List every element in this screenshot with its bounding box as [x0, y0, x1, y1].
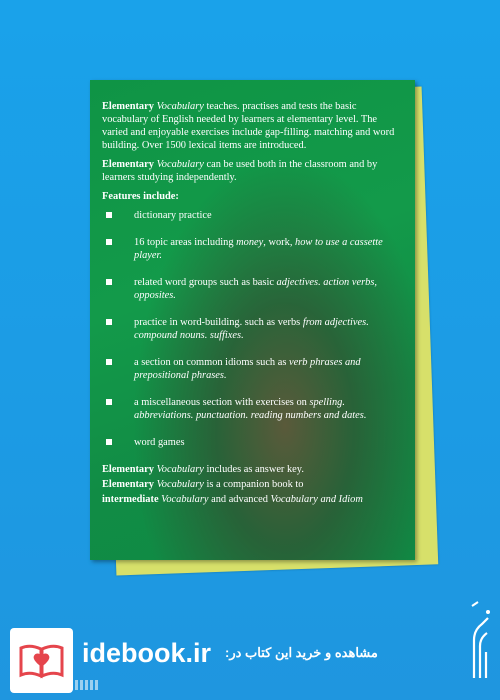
list-item	[102, 436, 401, 449]
feature-text: , work,	[263, 237, 296, 248]
feature-text: 16 topic areas including	[134, 237, 237, 248]
footer-banner[interactable]	[82, 636, 378, 670]
features-list	[102, 209, 401, 449]
intro-title-italic: Vocabulary	[156, 159, 204, 170]
list-item	[102, 236, 401, 262]
feature-italic: from adjectives. compound nouns. suffixes.	[134, 317, 369, 341]
square-bullet-icon	[106, 439, 112, 445]
square-bullet-icon	[106, 212, 112, 218]
intro-text: teaches. practises and tests the basic vocabulary of English needed by learners at elementary level. The varied and enjoyable exercises include gap-filling. matching and word building. Over 1500 lexical items are introduced.	[102, 101, 395, 151]
list-item	[102, 209, 401, 222]
publisher-logo-icon	[470, 600, 492, 682]
closing-line-3	[102, 493, 401, 506]
closing-bold: Elementary	[102, 479, 154, 490]
square-bullet-icon	[106, 319, 112, 325]
closing-text: and advanced	[208, 494, 271, 505]
closing-italic: Vocabulary	[156, 464, 204, 475]
feature-italic: spelling. abbreviations. punctuation. reading numbers and dates.	[134, 397, 367, 421]
intro-paragraph-1	[102, 100, 401, 152]
feature-text: practice in word-building. such as verbs	[134, 317, 303, 328]
square-bullet-icon	[106, 359, 112, 365]
closing-bold: Elementary	[102, 464, 154, 475]
feature-text: word games	[134, 437, 185, 448]
footer-stripe	[30, 680, 100, 690]
intro-text: can be used both in the classroom and by learners studying independently.	[102, 159, 378, 183]
feature-text: a miscellaneous section with exercises on	[134, 397, 310, 408]
closing-bold: intermediate	[102, 494, 159, 505]
list-item	[102, 276, 401, 302]
square-bullet-icon	[106, 239, 112, 245]
closing-notes	[102, 463, 401, 506]
site-brand[interactable]: idebook.ir	[82, 637, 212, 668]
intro-title-italic: Vocabulary	[156, 101, 204, 112]
feature-italic: how to use a cassette player.	[134, 237, 383, 261]
feature-text: dictionary practice	[134, 210, 212, 221]
feature-italic: verb phrases and prepositional phrases.	[134, 357, 361, 381]
feature-text: a section on common idioms such as	[134, 357, 289, 368]
feature-italic: adjectives. action verbs, opposites.	[134, 277, 377, 301]
closing-italic: Vocabulary	[156, 479, 204, 490]
feature-text: related word groups such as basic	[134, 277, 277, 288]
intro-paragraph-2	[102, 158, 401, 184]
description-panel	[90, 80, 415, 560]
feature-italic: money	[236, 237, 264, 248]
features-title: Features include:	[102, 191, 179, 202]
closing-line-2	[102, 478, 401, 491]
closing-text: includes as answer key.	[203, 464, 304, 475]
closing-italic: Vocabulary and Idiom	[270, 494, 363, 505]
open-book-heart-icon	[18, 640, 65, 680]
square-bullet-icon	[106, 399, 112, 405]
list-item	[102, 396, 401, 422]
closing-text: is a companion book to	[203, 479, 304, 490]
intro-title: Elementary	[102, 159, 154, 170]
persian-caption: مشاهده و خرید این کتاب در:	[225, 645, 378, 660]
closing-italic: Vocabulary	[161, 494, 209, 505]
list-item	[102, 356, 401, 382]
intro-title: Elementary	[102, 101, 154, 112]
list-item	[102, 316, 401, 342]
square-bullet-icon	[106, 279, 112, 285]
closing-line-1	[102, 463, 401, 476]
